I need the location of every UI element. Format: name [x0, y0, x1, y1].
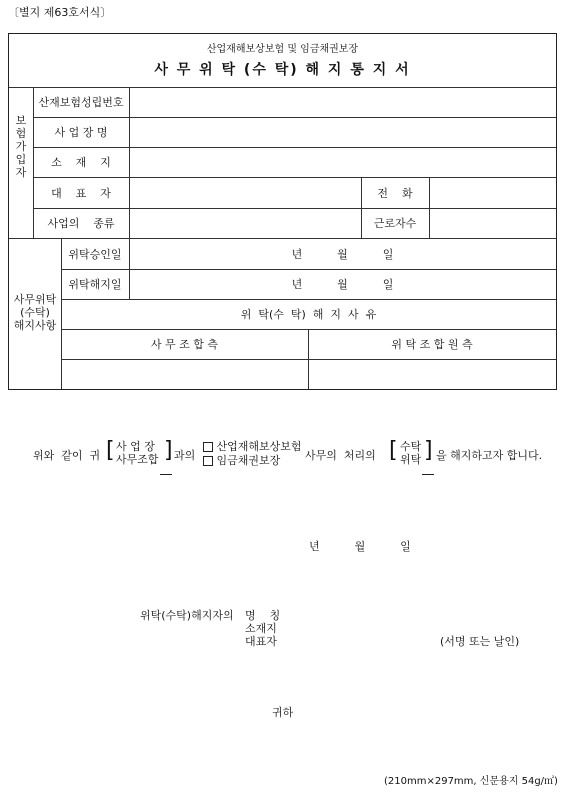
paper-spec: (210mm×297mm, 신문용지 54g/㎡) — [384, 776, 558, 787]
signatory-address-label: 소재지 — [245, 622, 277, 635]
approval-date-label: 위탁승인일 — [68, 247, 122, 261]
office-union-side-label: 사 무 조 합 측 — [150, 338, 219, 351]
signatory-name-label: 명 칭 — [245, 609, 281, 622]
statement-suffix: 을 해지하고자 합니다. — [436, 449, 543, 462]
form-subtitle: 산업재해보상보험 및 임금채권보장 — [206, 43, 359, 55]
statement-with: 과의 — [174, 449, 196, 462]
termination-date-label: 위탁해지일 — [68, 278, 122, 291]
signature-or-seal-note: (서명 또는 날인) — [440, 635, 520, 648]
notice-form-table — [8, 33, 557, 390]
party-option-union: 사무조합 — [116, 453, 159, 466]
business-type-label: 사업의 종류 — [47, 217, 115, 230]
bracket-left: [ — [389, 438, 398, 463]
form-number-tag: 〔별지 제63호서식〕 — [8, 6, 112, 19]
statement-prefix: 위와 같이 귀 — [33, 449, 101, 462]
phone-label: 전 화 — [377, 186, 413, 200]
type-option-delegated: 위탁 — [400, 453, 422, 466]
recipient-honorific: 귀하 — [272, 706, 294, 719]
signatory-label: 위탁(수탁)해지자의 — [140, 609, 234, 622]
worker-count-label: 근로자수 — [373, 217, 417, 230]
business-name-label: 사 업 장 명 — [54, 126, 108, 139]
delegation-section-label: 사무위탁 (수탁) 해지사항 — [13, 293, 57, 332]
insurance-number-label: 산재보험성립번호 — [38, 96, 124, 109]
address-label: 소 재 지 — [51, 156, 111, 169]
representative-label: 대 표 자 — [51, 186, 111, 200]
bracket-left: [ — [106, 438, 115, 463]
insured-section-label: 보 험 가 입 자 — [15, 114, 27, 179]
approval-date-value: 년 월 일 — [291, 247, 394, 261]
party-option-business: 사 업 장 — [116, 440, 155, 453]
delegating-member-side-label: 위 탁 조 합 원 측 — [391, 338, 473, 351]
statement-handling: 사무의 처리의 — [305, 449, 376, 462]
checkbox[interactable] — [203, 456, 213, 466]
insurance-option-industrial: 산업재해보상보험 — [203, 440, 302, 453]
checkbox[interactable] — [203, 442, 213, 452]
form-title: 사 무 위 탁 (수 탁) 해 지 통 지 서 — [154, 62, 411, 78]
insurance-option-wage: 임금채권보장 — [203, 454, 280, 467]
type-option-entrusted: 수탁 — [400, 440, 422, 453]
bracket-right: ] — [424, 438, 433, 463]
termination-date-value: 년 월 일 — [291, 278, 394, 291]
bracket-right: ] — [164, 438, 173, 463]
notice-date: 년 월 일 — [309, 540, 411, 553]
signatory-representative-label: 대표자 — [245, 635, 277, 648]
termination-reason-header: 위 탁(수 탁) 해 지 사 유 — [240, 308, 377, 321]
